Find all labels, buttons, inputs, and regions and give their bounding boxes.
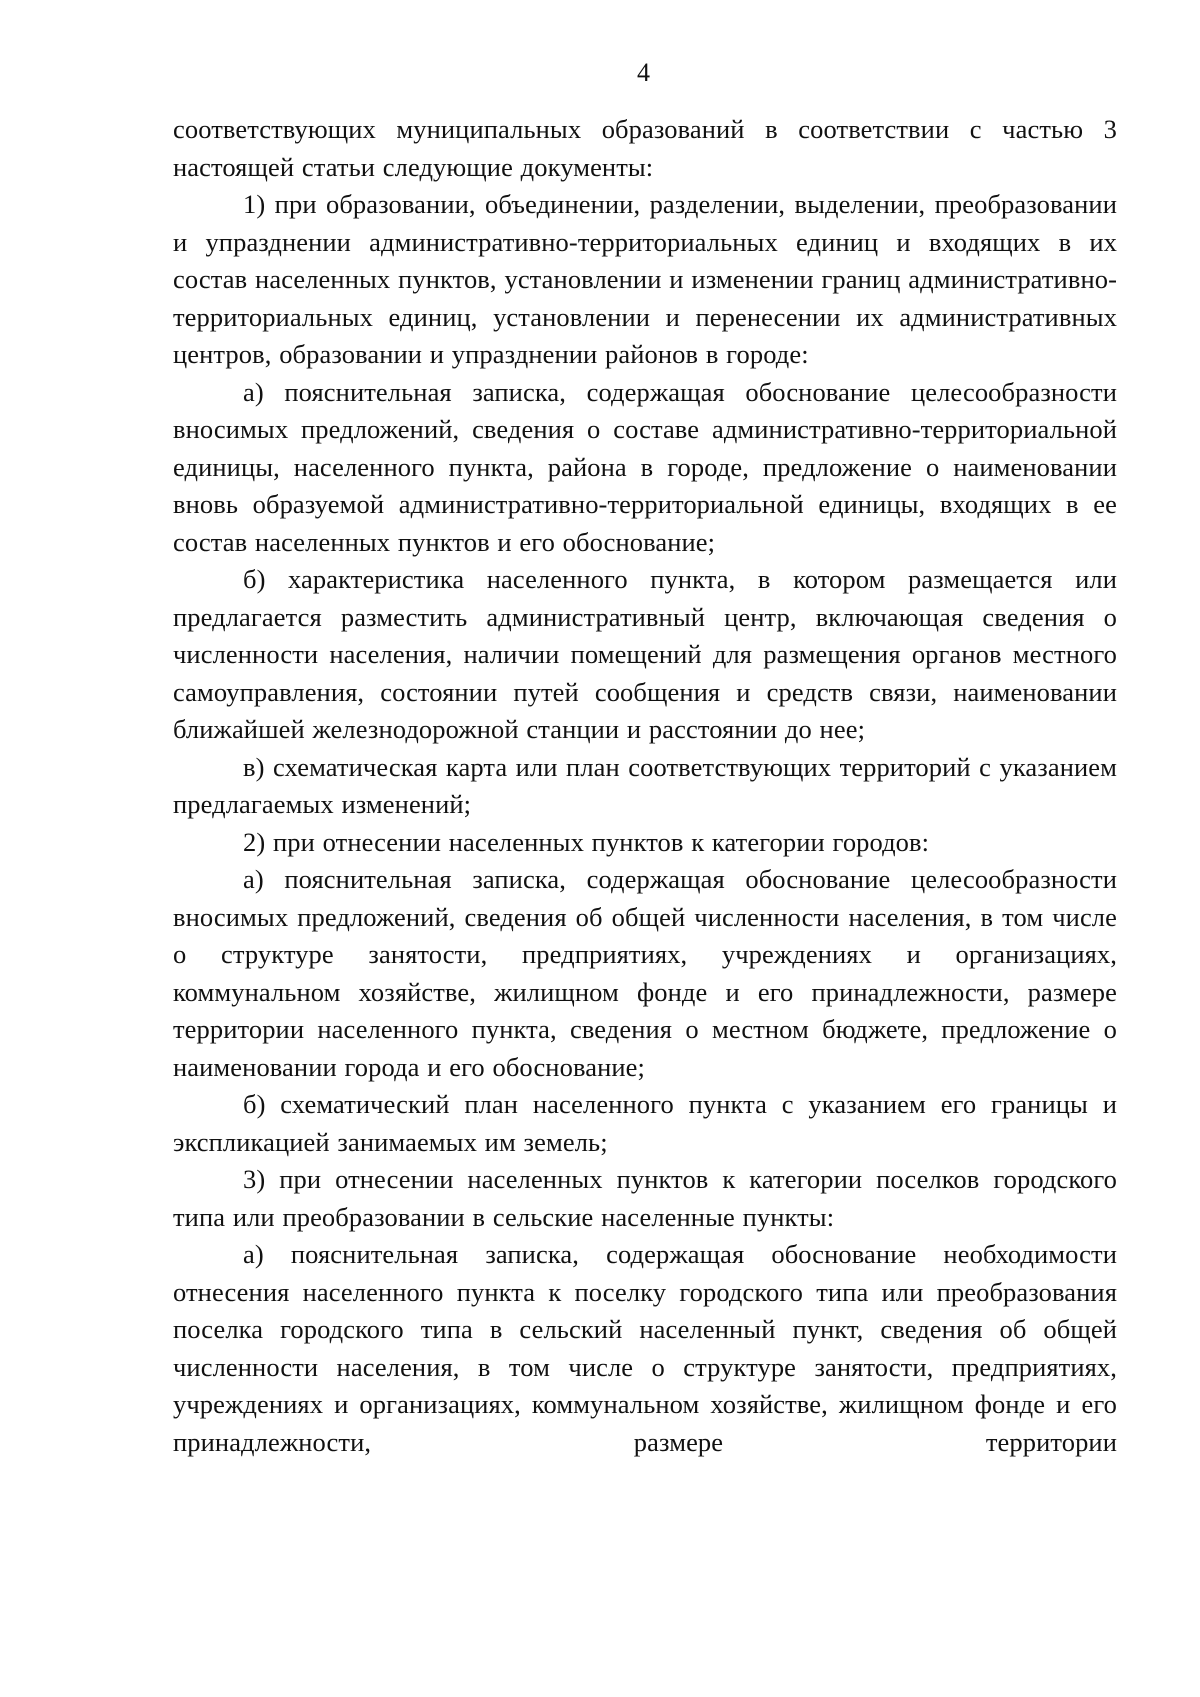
- paragraph-item-2: 2) при отнесении населенных пунктов к категории городов:: [243, 826, 930, 857]
- paragraph-item-1a: а) пояснительная записка, содержащая обоснование целесообразности вносимых предложений, сведения о составе административно-территориальной единицы, населенного пункта, района в городе, предложение о наименовании вновь образуемой административно-территориальной единицы, входящих в ее состав населенных пунктов и его обоснование;: [173, 376, 1117, 557]
- page-number: 4: [637, 58, 650, 87]
- paragraph-item-3: 3) при отнесении населенных пунктов к категории поселков городского типа или преобразовании в сельские населенные пункты:: [173, 1164, 1117, 1232]
- paragraph-item-3a: а) пояснительная записка, содержащая обоснование необходимости отнесения населенного пункта к поселку городского типа или преобразования поселка городского типа в сельский населенный пункт, сведения об общей численности населения, в том числе о структуре занятости, предприятиях, учреждениях и организациях, коммунальном хозяйстве, жилищном фонде и его принадлежности, размере территории: [173, 1239, 1117, 1457]
- paragraph-item-2b: б) схематический план населенного пункта с указанием его границы и экспликацией занимаемых им земель;: [173, 1089, 1117, 1157]
- document-body: [173, 111, 1117, 1461]
- paragraph-item-1: 1) при образовании, объединении, разделении, выделении, преобразовании и упразднении административно-территориальных единиц и входящих в их состав населенных пунктов, установлении и изменении границ административно-территориальных единиц, установлении и перенесении их административных центров, образовании и упразднении районов в городе:: [173, 189, 1117, 369]
- paragraph-item-1b: б) характеристика населенного пункта, в котором размещается или предлагается разместить административный центр, включающая сведения о численности населения, наличии помещений для размещения органов местного самоуправления, состоянии путей сообщения и средств связи, наименовании ближайшей железнодорожной станции и расстоянии до нее;: [173, 564, 1117, 744]
- paragraph-continuation: соответствующих муниципальных образований в соответствии с частью 3 настоящей статьи следующие документы:: [173, 114, 1117, 182]
- paragraph-item-2a: а) пояснительная записка, содержащая обоснование целесообразности вносимых предложений, сведения об общей численности населения, в том числе о структуре занятости, предприятиях, учреждениях и организациях, коммунальном хозяйстве, жилищном фонде и его принадлежности, размере территории населенного пункта, сведения о местном бюджете, предложение о наименовании города и его обоснование;: [173, 864, 1117, 1082]
- paragraph-item-1v: в) схематическая карта или план соответствующих территорий с указанием предлагаемых изменений;: [173, 751, 1117, 819]
